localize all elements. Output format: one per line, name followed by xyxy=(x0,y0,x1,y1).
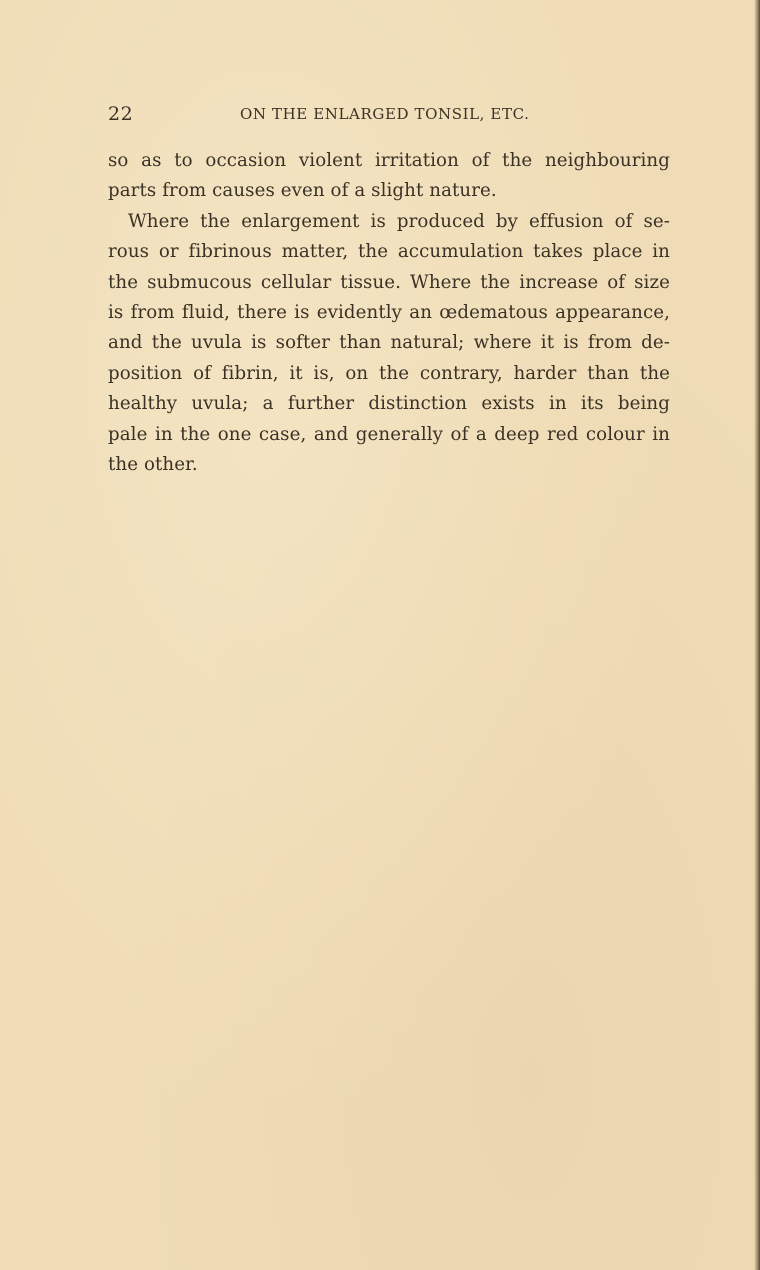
text-line: Where the enlargement is produced by effusion of se- xyxy=(128,210,670,232)
text-line: healthy uvula; a further distinction exists in its being xyxy=(108,393,670,415)
text-line: rous or fibrinous matter, the accumulation takes place in xyxy=(108,241,670,263)
body-paragraphs xyxy=(108,146,670,480)
page-number: 22 xyxy=(108,103,134,125)
text-line: the other. xyxy=(108,453,198,475)
text-line: pale in the one case, and generally of a deep red colour in xyxy=(108,423,670,445)
text-line: position of fibrin, it is, on the contrary, harder than the xyxy=(108,362,670,384)
text-line: and the uvula is softer than natural; where it is from de- xyxy=(108,332,670,354)
running-title: ON THE ENLARGED TONSIL, ETC. xyxy=(240,105,530,123)
page-edge-shadow xyxy=(754,0,760,1270)
text-line: is from fluid, there is evidently an œdematous appearance, xyxy=(108,301,670,323)
running-head xyxy=(108,101,648,127)
text-line: parts from causes even of a slight nature. xyxy=(108,180,497,202)
text-line: so as to occasion violent irritation of the neighbouring xyxy=(108,150,670,171)
text-line: the submucous cellular tissue. Where the increase of size xyxy=(108,271,670,293)
